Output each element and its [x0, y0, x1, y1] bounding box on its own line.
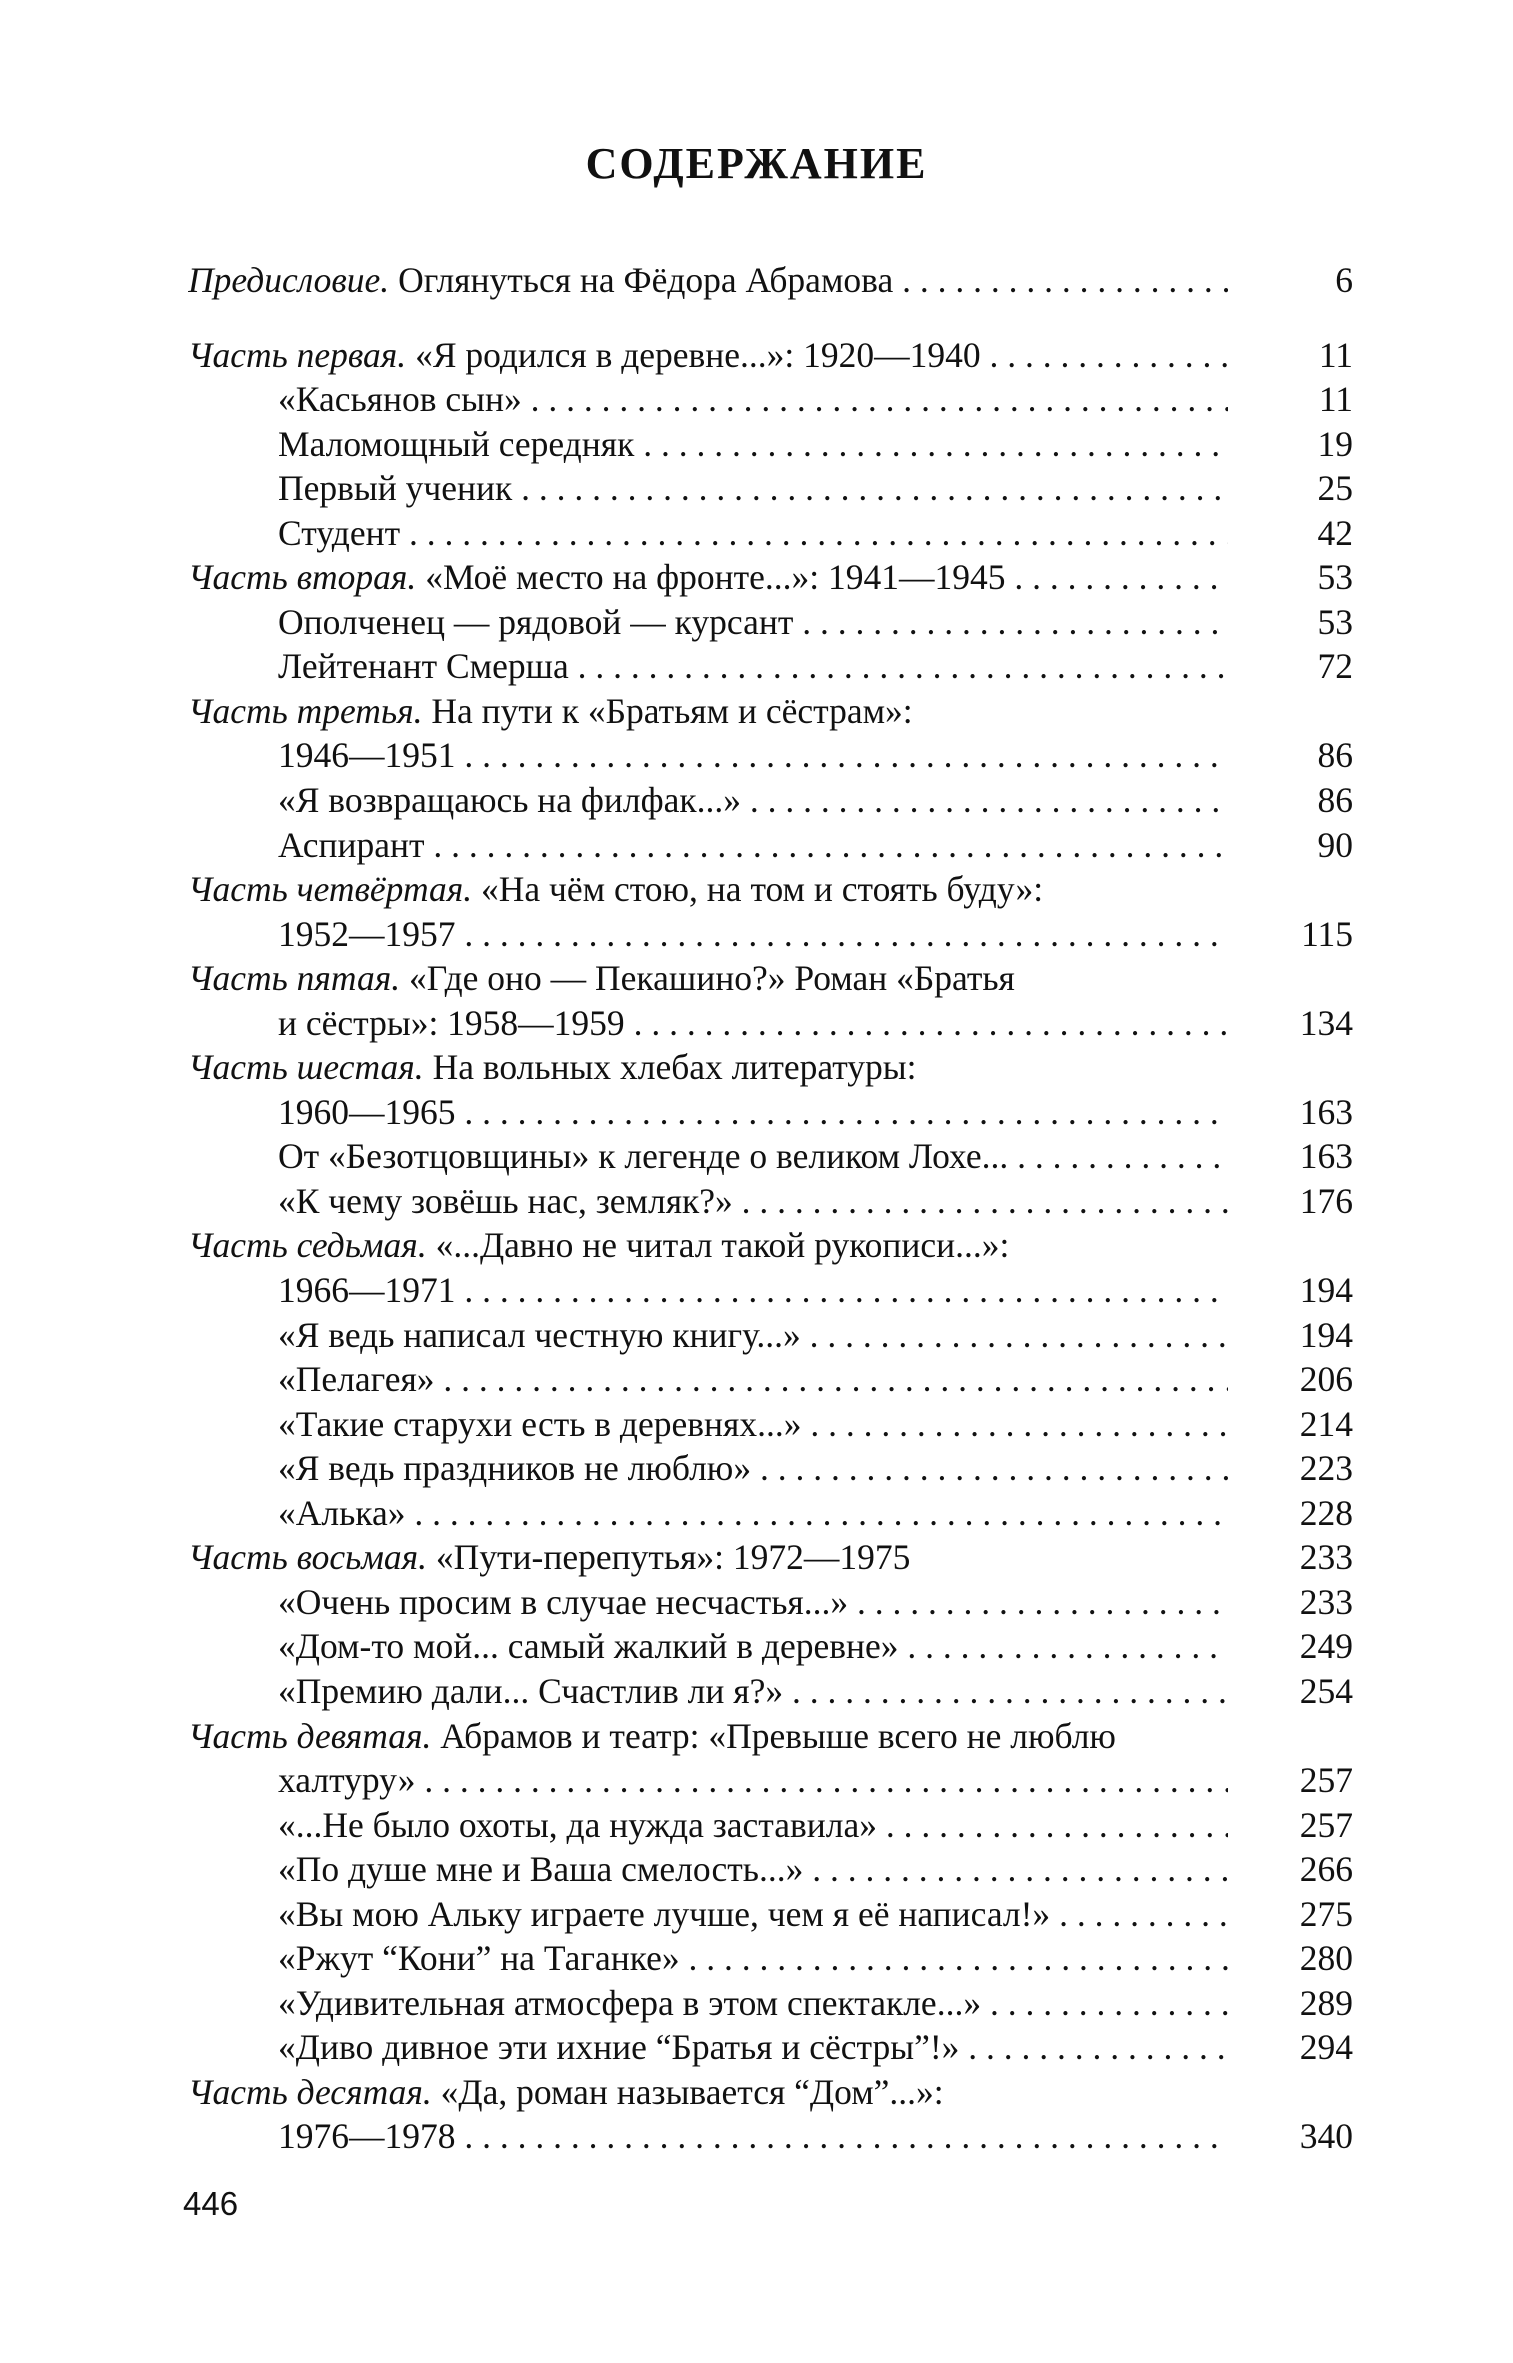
entry-title: «На чём стою, на том и стоять буду»: — [472, 869, 1044, 910]
toc-page-number: 233 — [1299, 1581, 1353, 1622]
entry-title: «Вы мою Альку играете лучше, чем я её написал!» — [278, 1893, 1051, 1934]
toc-subentry — [188, 1803, 1353, 1848]
toc-subentry — [188, 1001, 1353, 1046]
toc-entry-text — [278, 1090, 1228, 1135]
entry-title: «Я ведь написал честную книгу...» — [278, 1314, 801, 1355]
toc-subentry — [188, 511, 1353, 556]
entry-title: «Диво дивное эти ихние “Братья и сёстры”!» — [278, 2027, 960, 2068]
toc-page-number: 53 — [1317, 601, 1353, 642]
toc-entry-text — [278, 1936, 1228, 1981]
toc-page-number: 176 — [1299, 1180, 1353, 1221]
part-label: Часть девятая. — [188, 1715, 432, 1756]
toc-page-number: 280 — [1299, 1938, 1353, 1979]
entry-title: «Пути-перепутья»: 1972—1975 — [427, 1537, 911, 1578]
toc-entry-text — [188, 689, 1228, 734]
entry-title: «Удивительная атмосфера в этом спектакле...» — [278, 1982, 982, 2023]
toc-part-entry — [188, 555, 1353, 600]
toc-entry-text — [278, 733, 1228, 778]
toc-entry-text — [278, 1134, 1228, 1179]
toc-subentry — [188, 1090, 1353, 1135]
entry-title: «Пелагея» — [278, 1359, 435, 1400]
part-label: Предисловие. — [188, 260, 390, 300]
toc-page-number: 11 — [1318, 334, 1353, 375]
toc-page-number: 257 — [1299, 1804, 1353, 1845]
toc-entry-text — [278, 823, 1228, 868]
entry-title: 1946—1951 — [278, 735, 456, 776]
toc-subentry — [188, 1669, 1353, 1714]
toc-entry-text — [278, 1669, 1228, 1714]
toc-entry-text — [278, 1580, 1228, 1625]
entry-title: «Алька» — [278, 1492, 406, 1533]
toc-page-number: 115 — [1301, 913, 1353, 954]
toc-subentry — [188, 823, 1353, 868]
toc-entry-text — [278, 511, 1228, 556]
entry-title: «Моё место на фронте...»: 1941—1945 — [416, 557, 1006, 598]
toc-entry-text — [278, 1491, 1228, 1536]
toc-entry-text — [278, 422, 1228, 467]
toc-subentry — [188, 1179, 1353, 1224]
toc-page-number: 6 — [1335, 260, 1353, 300]
entry-title: «Где оно — Пекашино?» Роман «Братья — [400, 958, 1015, 999]
part-label: Часть третья. — [188, 690, 423, 731]
entry-title: Ополченец — рядовой — курсант — [278, 601, 794, 642]
toc-subentry — [188, 1313, 1353, 1358]
toc-subentry — [188, 1134, 1353, 1179]
toc-part-entry — [188, 258, 1353, 303]
toc-entry-text — [278, 2114, 1228, 2159]
part-label: Часть первая. — [188, 334, 407, 375]
entry-title: халтуру» — [278, 1760, 416, 1801]
entry-title: «По душе мне и Ваша смелость...» — [278, 1849, 804, 1890]
toc-page-number: 194 — [1299, 1314, 1353, 1355]
toc-entry-text — [278, 600, 1228, 645]
toc-page-number: 72 — [1317, 646, 1353, 687]
toc-part-entry — [188, 1045, 1353, 1090]
entry-title: Лейтенант Смерша — [278, 646, 569, 687]
toc-page-number: 266 — [1299, 1849, 1353, 1890]
toc-page-number: 86 — [1317, 780, 1353, 821]
toc-subentry — [188, 1268, 1353, 1313]
part-label: Часть восьмая. — [188, 1537, 428, 1578]
part-label: Часть седьмая. — [188, 1225, 427, 1266]
toc-entry-text — [188, 1045, 1228, 1090]
toc-page-number: 42 — [1317, 512, 1353, 553]
entry-title: Абрамов и театр: «Превыше всего не люблю — [431, 1715, 1116, 1756]
toc-subentry — [188, 1446, 1353, 1491]
entry-title: Оглянуться на Фёдора Абрамова — [389, 260, 894, 300]
entry-title: «...Не было охоты, да нужда заставила» — [278, 1804, 877, 1845]
toc-entry-text — [188, 1714, 1228, 1759]
toc-part-entry — [188, 1714, 1353, 1759]
toc-entry-text — [188, 956, 1228, 1001]
toc-page-number: 294 — [1299, 2027, 1353, 2068]
entry-title: «Такие старухи есть в деревнях...» — [278, 1403, 802, 1444]
toc-subentry — [188, 1580, 1353, 1625]
part-label: Часть пятая. — [188, 958, 401, 999]
page-number-footer: 446 — [183, 2185, 239, 2222]
toc-page-number: 163 — [1299, 1091, 1353, 1132]
toc-subentry — [188, 1892, 1353, 1937]
entry-title: «К чему зовёшь нас, земляк?» — [278, 1180, 733, 1221]
part-label: Часть десятая. — [188, 2071, 432, 2112]
toc-subentry — [188, 1402, 1353, 1447]
toc-entry-text — [278, 1624, 1228, 1669]
toc-page-number: 289 — [1299, 1982, 1353, 2023]
toc-entry-text — [278, 1357, 1228, 1402]
toc-page-number: 223 — [1299, 1448, 1353, 1489]
toc-entry-text — [278, 1803, 1228, 1848]
part-label: Часть вторая. — [188, 557, 417, 598]
toc-page-number: 206 — [1299, 1359, 1353, 1400]
toc-page-number: 134 — [1299, 1002, 1353, 1043]
toc-page-number: 228 — [1299, 1492, 1353, 1533]
entry-title: «Да, роман называется “Дом”...»: — [431, 2071, 944, 2112]
toc-page-number: 53 — [1317, 557, 1353, 598]
toc-page-number: 214 — [1299, 1403, 1353, 1444]
toc-part-entry — [188, 956, 1353, 1001]
toc-entry-text — [278, 2025, 1228, 2070]
table-of-contents — [188, 258, 1353, 2159]
entry-title: 1976—1978 — [278, 2116, 456, 2157]
toc-entry-text — [278, 1268, 1228, 1313]
toc-subentry — [188, 2114, 1353, 2159]
toc-entry-text — [278, 1001, 1228, 1046]
toc-subentry — [188, 733, 1353, 778]
toc-page-number: 19 — [1317, 423, 1353, 464]
toc-entry-text — [188, 2070, 1228, 2115]
entry-title: Аспирант — [278, 824, 425, 865]
toc-entry-text — [278, 377, 1228, 422]
toc-page-number: 11 — [1318, 379, 1353, 420]
toc-entry-text — [188, 555, 1228, 600]
entry-title: «Я возвращаюсь на филфак...» — [278, 780, 742, 821]
toc-entry-text — [278, 912, 1228, 957]
toc-subentry — [188, 1981, 1353, 2026]
toc-subentry — [188, 422, 1353, 467]
toc-part-entry — [188, 2070, 1353, 2115]
entry-title: «Касьянов сын» — [278, 379, 522, 420]
toc-page-number: 233 — [1299, 1537, 1353, 1578]
toc-part-entry — [188, 689, 1353, 734]
toc-subentry — [188, 600, 1353, 645]
toc-page-number: 257 — [1299, 1760, 1353, 1801]
toc-part-entry — [188, 333, 1353, 378]
toc-subentry — [188, 1624, 1353, 1669]
entry-title: 1960—1965 — [278, 1091, 456, 1132]
page-title: СОДЕРЖАНИЕ — [585, 139, 928, 188]
toc-entry-text — [278, 1847, 1228, 1892]
toc-entry-text — [278, 1179, 1228, 1224]
entry-title: Студент — [278, 512, 401, 553]
toc-page-number: 90 — [1317, 824, 1353, 865]
entry-title: Первый ученик — [278, 468, 513, 509]
toc-entry-text — [188, 1223, 1228, 1268]
entry-title: «...Давно не читал такой рукописи...»: — [426, 1225, 1010, 1266]
toc-subentry — [188, 912, 1353, 957]
toc-page-number: 25 — [1317, 468, 1353, 509]
entry-title: «Я родился в деревне...»: 1920—1940 — [406, 334, 981, 375]
toc-entry-text — [278, 1402, 1228, 1447]
toc-subentry — [188, 1936, 1353, 1981]
toc-page-number: 340 — [1299, 2116, 1353, 2157]
toc-part-entry — [188, 1535, 1353, 1580]
toc-entry-text — [188, 867, 1228, 912]
toc-part-entry — [188, 867, 1353, 912]
toc-page-number: 275 — [1299, 1893, 1353, 1934]
entry-title: Маломощный середняк — [278, 423, 635, 464]
toc-part-entry — [188, 1223, 1353, 1268]
part-label: Часть четвёртая. — [188, 869, 473, 910]
entry-title: «Премию дали... Счастлив ли я?» — [278, 1670, 784, 1711]
toc-entry-text — [278, 1892, 1228, 1937]
toc-subentry — [188, 1357, 1353, 1402]
entry-title: «Очень просим в случае несчастья...» — [278, 1581, 849, 1622]
entry-title: На вольных хлебах литературы: — [423, 1047, 917, 1088]
toc-entry-text — [278, 1446, 1228, 1491]
toc-page-number: 249 — [1299, 1626, 1353, 1667]
toc-subentry — [188, 2025, 1353, 2070]
toc-entry-text — [278, 466, 1228, 511]
toc-entry-text — [278, 1313, 1228, 1358]
toc-page-number: 86 — [1317, 735, 1353, 776]
toc-entry-text — [278, 644, 1228, 689]
entry-title: и сёстры»: 1958—1959 — [278, 1002, 625, 1043]
toc-page-number: 254 — [1299, 1670, 1353, 1711]
toc-subentry — [188, 466, 1353, 511]
entry-title: 1952—1957 — [278, 913, 456, 954]
toc-subentry — [188, 778, 1353, 823]
toc-entry-text — [188, 258, 1228, 303]
entry-title: «Дом-то мой... самый жалкий в деревне» — [278, 1626, 899, 1667]
toc-page-number: 194 — [1299, 1270, 1353, 1311]
toc-subentry — [188, 1758, 1353, 1803]
toc-entry-text — [188, 1535, 1228, 1580]
toc-subentry — [188, 377, 1353, 422]
toc-entry-text — [278, 778, 1228, 823]
toc-entry-text — [188, 333, 1228, 378]
toc-subentry — [188, 1847, 1353, 1892]
toc-subentry — [188, 1491, 1353, 1536]
toc-page-number: 163 — [1299, 1136, 1353, 1177]
toc-entry-text — [278, 1981, 1228, 2026]
part-label: Часть шестая. — [188, 1047, 424, 1088]
entry-title: На пути к «Братьям и сёстрам»: — [422, 690, 913, 731]
toc-entry-text — [278, 1758, 1228, 1803]
entry-title: «Ржут “Кони” на Таганке» — [278, 1938, 680, 1979]
entry-title: 1966—1971 — [278, 1270, 456, 1311]
toc-subentry — [188, 644, 1353, 689]
entry-title: «Я ведь праздников не люблю» — [278, 1448, 752, 1489]
entry-title: От «Безотцовщины» к легенде о великом Лохе... — [278, 1136, 1009, 1177]
